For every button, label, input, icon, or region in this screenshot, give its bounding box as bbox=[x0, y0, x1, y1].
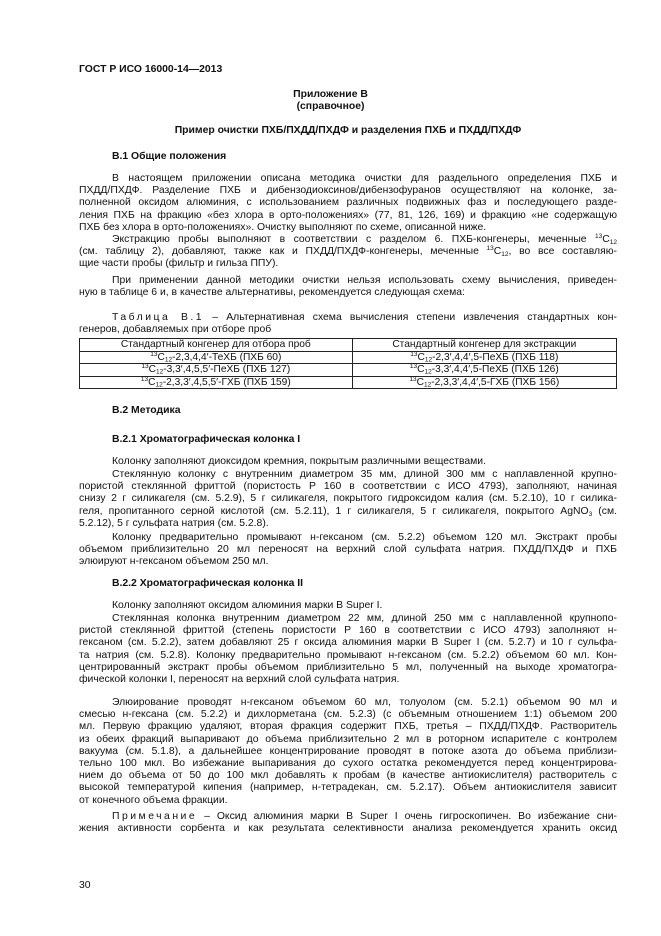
text-line: высокой температурой кипения (например, н-тетрадекан, см. 5.2.17). Объем антиокислителя зависит bbox=[79, 782, 617, 794]
text-line: от конечного объема фракции. bbox=[79, 794, 228, 806]
text-line: центрированный экстракт пробы объемом приблизительно 5 мл, полученный на выходе хроматогра- bbox=[79, 661, 617, 673]
section-b21-paragraph-3 bbox=[79, 532, 617, 569]
section-b1-paragraph-3 bbox=[79, 275, 617, 299]
section-b22-title: В.2.2 Хроматографическая колонка II bbox=[112, 578, 304, 589]
text-line: Колонку предварительно промывают н-гексаном (см. 5.2.2) объемом 120 мл. Экстракт пробы bbox=[112, 532, 617, 543]
table-header-cell: Стандартный конгенер для отбора проб bbox=[80, 339, 353, 352]
text-line: гексаном (см. 5.2.2), затем добавляют 25 г оксида алюминия марки В Super I (см. 5.2.7) и 10 г сульфа- bbox=[79, 637, 617, 649]
text-line: элюируют н-гексаном объемом 250 мл. bbox=[79, 556, 269, 568]
table-cell: $^{13}$C12-3,3′,4,4′,5-ПеХБ (ПХБ 126) bbox=[352, 364, 616, 377]
text-line: Стеклянную колонку с внутренним диаметром 35 мм, длиной 300 мм с наплавленной крупно- bbox=[112, 469, 617, 480]
text-line: щие части пробы (фильтр и гильза ППУ). bbox=[79, 258, 279, 270]
section-b1-title: В.1 Общие положения bbox=[112, 151, 227, 162]
document-code: ГОСТ Р ИСО 16000-14—2013 bbox=[79, 64, 223, 75]
text-line: В настоящем приложении описана методика очистки для раздельного определения ПХБ и bbox=[112, 173, 617, 184]
text-line: ную в таблице 6 и, в качестве альтернативы, рекомендуется следующая схема: bbox=[79, 287, 465, 299]
table-header-cell: Стандартный конгенер для экстракции bbox=[352, 339, 616, 352]
text-line: Примечание – Оксид алюминия марки В Super I очень гигроскопичен. Во избежание сни- bbox=[112, 811, 617, 822]
table-row bbox=[80, 376, 617, 389]
table-cell: $^{13}$C12-2,3,3′,4,5,5′-ГХБ (ПХБ 159) bbox=[80, 376, 353, 389]
text-line: мл. Первую фракцию удаляют, вторая фракция содержит ПХБ, третья – ПХДД/ПХДФ. Растворитель bbox=[79, 721, 617, 733]
table-cell: $^{13}$C12-2,3′,4,4′,5-ПеХБ (ПХБ 118) bbox=[352, 351, 616, 364]
appendix-heading: Пример очистки ПХБ/ПХДД/ПХДФ и разделения ПХБ и ПХДД/ПХДФ bbox=[174, 125, 522, 136]
text-line: вакуума (см. 5.1.8), а дальнейшее концентрирование проводят в потоке азота до объема приблизи- bbox=[79, 745, 617, 757]
text-line: тельно 100 мкл. Во избежание выпаривания до сухого остатка рекомендуется перед концентрирова- bbox=[79, 758, 617, 770]
table-caption bbox=[79, 312, 617, 336]
text-line: Экстракцию пробы выполняют в соответствии с разделом 6. ПХБ-конгенеры, меченные $^{13}$C12 bbox=[112, 233, 617, 247]
text-line: ристой стеклянной фриттой (степень пористости Р 160 в соответствии с ИСО 4793) заполняют н- bbox=[79, 625, 617, 637]
text-line: смесью н-гексана (см. 5.2.2) и дихлорметана (см. 5.2.3) (с объемным отношением 1:1) объемом 200 bbox=[79, 709, 617, 721]
page-number: 30 bbox=[79, 880, 91, 891]
section-b22-paragraph-1 bbox=[79, 600, 617, 612]
text-line: Элюирование проводят н-гексаном объемом 60 мл, толуолом (см. 5.2.1) объемом 90 мл и bbox=[112, 697, 617, 708]
table-caption-label: Таблица В.1 bbox=[112, 312, 205, 323]
text-line: (см. таблицу 2), добавляют, также как и ПХДД/ПХДФ-конгенеры, меченные $^{13}$C12, во все составляю- bbox=[79, 245, 617, 259]
text-line: 5.2.12), 5 г сульфата натрия (см. 5.2.8). bbox=[79, 517, 269, 529]
table-cell: $^{13}$C12-2,3,3′,4,4′,5-ГХБ (ПХБ 156) bbox=[352, 376, 616, 389]
text-line: из обеих фракций выпаривают до объема приблизительно 2 мл в роторном испарителе с контролем bbox=[79, 733, 617, 745]
section-b1-paragraph-1 bbox=[79, 173, 617, 234]
text-line: пористой стеклянной фриттой (пористость Р 160 в соответствии с ИСО 4793), заполняют, начиная bbox=[79, 481, 617, 493]
text-line: жения активности сорбента и как результата селективности анализа рекомендуется хранить оксид bbox=[79, 823, 617, 835]
section-b2-title: В.2 Методика bbox=[112, 405, 181, 416]
section-b21-paragraph-2 bbox=[79, 469, 617, 530]
text-line: фической колонки I, переносят на верхний слой сульфата натрия. bbox=[79, 674, 400, 686]
appendix-subtitle: (справочное) bbox=[296, 101, 365, 112]
text-line: ления ПХБ на фракцию «без хлора в орто-положениях» (77, 81, 126, 169) и фракцию «не содержащую bbox=[79, 209, 617, 221]
text-line: Таблица В.1 – Альтернативная схема вычисления степени извлечения стандартных кон- bbox=[112, 312, 617, 323]
text-line: снизу 2 г силикагеля (см. 5.2.9), 5 г силикагеля, покрытого гидроксидом калия (см. 5.2.10), 10 г силика- bbox=[79, 493, 617, 505]
table-header-row bbox=[80, 339, 617, 352]
table-cell: $^{13}$C12-3,3′,4,5,5′-ПеХБ (ПХБ 127) bbox=[80, 364, 353, 377]
table-row bbox=[80, 351, 617, 364]
text-line: генеров, добавляемых при отборе проб bbox=[79, 324, 272, 336]
congener-table bbox=[79, 338, 617, 389]
text-line: геля, пропитанного серной кислотой (см. 5.2.11), 1 г силикагеля, 5 г силикагеля, покрытого AgNO3 (см. bbox=[79, 505, 617, 518]
text-line: Колонку заполняют диоксидом кремния, покрытым различными веществами. bbox=[112, 456, 487, 467]
appendix-title: Приложение В bbox=[293, 89, 368, 100]
text-line: Стеклянная колонка внутренним диаметром 22 мм, длиной 250 мм с наплавленной крупнопо- bbox=[112, 613, 617, 624]
section-b21-paragraph-1 bbox=[79, 456, 617, 468]
text-line: ПХДД/ПХДФ. Разделение ПХБ и дибензодиоксинов/дибензофуранов осуществляют на колонке, за- bbox=[79, 185, 617, 197]
note-label: Примечание bbox=[112, 811, 198, 822]
section-b21-title: В.2.1 Хроматографическая колонка I bbox=[112, 434, 301, 445]
section-b1-paragraph-2 bbox=[79, 234, 617, 271]
section-b22-paragraph-3 bbox=[79, 697, 617, 807]
table-cell: $^{13}$C12-2,3,4,4′-ТеХБ (ПХБ 60) bbox=[80, 351, 353, 364]
text-line: нием до объема от 50 до 100 мкл добавлять к пробам (в качестве антиокислителя) растворитель с bbox=[79, 770, 617, 782]
text-line: Колонку заполняют оксидом алюминия марки В Super I. bbox=[112, 600, 383, 611]
text-line: объемом приблизительно 20 мл переносят на верхний слой сульфата натрия. ПХДД/ПХДФ и ПХБ bbox=[79, 544, 617, 556]
text-line: полненной оксидом алюминия, с использованием различных подвижных фаз и последующего разде- bbox=[79, 197, 617, 209]
text-line: та натрия (см. 5.2.8). Колонку предварительно промывают н-гексаном (см. 5.2.2) объемом 60 мл. Кон- bbox=[79, 649, 617, 661]
section-b22-note bbox=[79, 811, 617, 835]
table-row bbox=[80, 364, 617, 377]
text-line: При применении данной методики очистки нельзя использовать схему вычисления, приведен- bbox=[112, 275, 617, 286]
section-b22-paragraph-2 bbox=[79, 613, 617, 686]
text-line: ПХБ без хлора в орто-положениях». Очистку выполняют по схеме, описанной ниже. bbox=[79, 221, 487, 233]
